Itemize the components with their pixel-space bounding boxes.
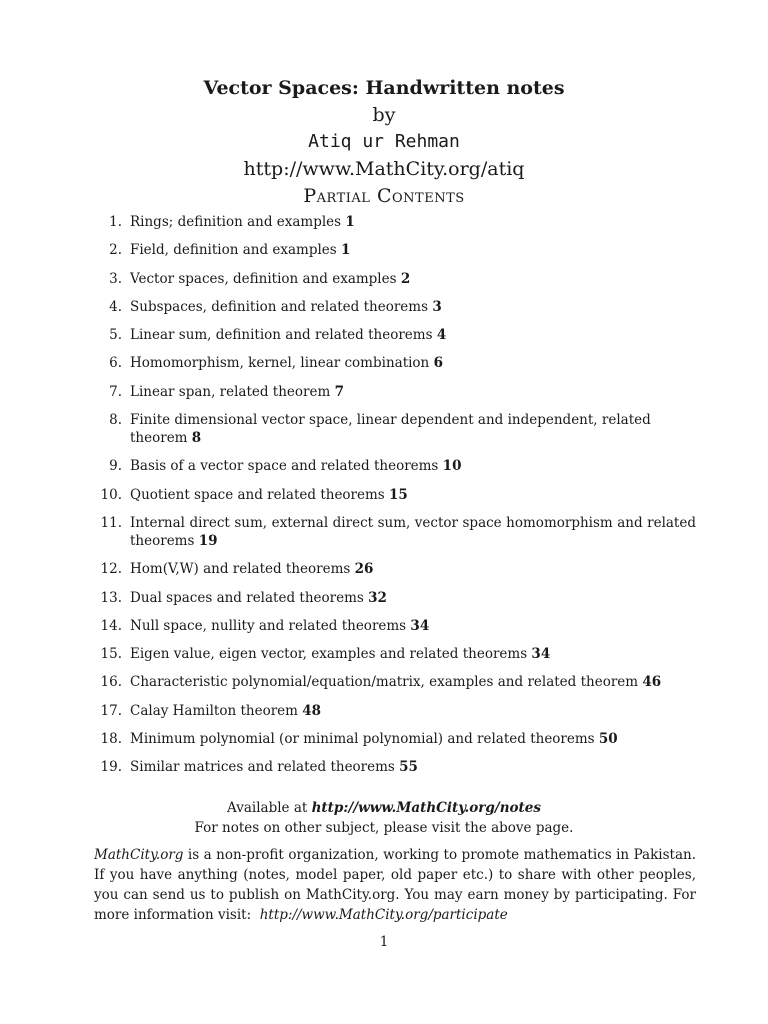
header bbox=[0, 74, 768, 210]
toc-item-number: 14. bbox=[100, 617, 122, 634]
toc-item-page: 8 bbox=[191, 430, 202, 447]
toc-item-page: 3 bbox=[432, 298, 442, 315]
participate-link[interactable]: http://www.MathCity.org/participate bbox=[259, 907, 508, 923]
toc-item-page: 2 bbox=[400, 270, 411, 287]
visit-line: For notes on other subject, please visit the above page. bbox=[194, 820, 574, 836]
toc-item-number: 12. bbox=[100, 561, 122, 578]
toc-item-text: Hom(V,W) and related theorems bbox=[130, 561, 351, 578]
toc-item-page: 6 bbox=[433, 355, 443, 372]
toc-item-page: 26 bbox=[354, 561, 374, 578]
toc-item bbox=[96, 589, 696, 607]
toc-item-page: 32 bbox=[368, 589, 387, 606]
toc-item-page: 4 bbox=[436, 327, 447, 344]
by-line: by bbox=[372, 104, 396, 126]
toc-item-page: 34 bbox=[410, 617, 430, 634]
toc-item-number: 6. bbox=[109, 355, 122, 372]
toc-item-text: Eigen value, eigen vector, examples and related theorems bbox=[130, 646, 528, 663]
toc-item-number: 7. bbox=[109, 383, 122, 400]
toc-item-text: Finite dimensional vector space, linear dependent and independent, related theorem bbox=[130, 412, 651, 447]
toc-item-page: 7 bbox=[334, 383, 344, 400]
toc-item bbox=[96, 673, 696, 691]
toc-item bbox=[96, 617, 696, 635]
toc-item-page: 19 bbox=[198, 532, 218, 549]
toc-item-number: 13. bbox=[100, 589, 122, 606]
toc-item-text: Quotient space and related theorems bbox=[130, 486, 385, 503]
toc-item-text: Characteristic polynomial/equation/matrix, examples and related theorem bbox=[130, 674, 639, 691]
toc-item-page: 15 bbox=[389, 486, 408, 503]
toc-item-number: 16. bbox=[100, 674, 122, 691]
toc-item-page: 50 bbox=[598, 731, 618, 748]
toc-item-text: Null space, nullity and related theorems bbox=[130, 617, 407, 634]
toc-item-number: 17. bbox=[100, 702, 122, 719]
table-of-contents bbox=[96, 213, 696, 787]
page-number: 1 bbox=[379, 934, 389, 950]
toc-item bbox=[96, 326, 696, 344]
toc-item-text: Calay Hamilton theorem bbox=[130, 702, 298, 719]
contents-heading: Partial Contents bbox=[303, 185, 465, 207]
footer bbox=[0, 798, 768, 838]
toc-item-page: 55 bbox=[399, 759, 418, 776]
toc-item-number: 15. bbox=[100, 646, 122, 663]
toc-item-text: Internal direct sum, external direct sum, vector space homomorphism and related theorems bbox=[130, 514, 696, 549]
toc-item bbox=[96, 758, 696, 776]
toc-item-page: 1 bbox=[345, 214, 355, 230]
toc-item bbox=[96, 702, 696, 720]
available-prefix: Available at bbox=[227, 800, 308, 816]
toc-item-text: Rings; definition and examples bbox=[130, 214, 342, 230]
toc-item bbox=[96, 730, 696, 748]
about-text: is a non-profit organization, working to promote mathematics in Pakistan. If you have anything (notes, model paper, old paper etc.) to share with other peoples, you can send us to publish on MathCity.org. You may earn money by participating. For more information visit: bbox=[94, 847, 696, 923]
toc-item-text: Homomorphism, kernel, linear combination bbox=[130, 355, 430, 372]
toc-item-text: Subspaces, definition and related theorems bbox=[130, 298, 429, 315]
toc-item-page: 10 bbox=[442, 458, 462, 475]
available-line bbox=[0, 798, 768, 818]
toc-item bbox=[96, 645, 696, 663]
toc-item-text: Dual spaces and related theorems bbox=[130, 589, 364, 606]
toc-item bbox=[96, 560, 696, 578]
toc-item-number: 18. bbox=[100, 731, 122, 748]
toc-item-number: 5. bbox=[109, 327, 122, 344]
toc-item-number: 1. bbox=[109, 214, 122, 230]
toc-item bbox=[96, 270, 696, 288]
toc-item bbox=[96, 213, 696, 231]
toc-item-page: 1 bbox=[341, 242, 351, 259]
toc-item-number: 3. bbox=[109, 270, 122, 287]
toc-item-number: 4. bbox=[109, 298, 122, 315]
toc-item-number: 2. bbox=[109, 242, 122, 259]
toc-item bbox=[96, 241, 696, 259]
author-url[interactable]: http://www.MathCity.org/atiq bbox=[243, 158, 525, 180]
toc-item-text: Minimum polynomial (or minimal polynomial) and related theorems bbox=[130, 731, 595, 748]
toc-item-page: 48 bbox=[302, 702, 322, 719]
toc-item-text: Similar matrices and related theorems bbox=[130, 759, 395, 776]
toc-item-number: 10. bbox=[100, 486, 122, 503]
toc-item bbox=[96, 486, 696, 504]
toc-item bbox=[96, 298, 696, 316]
toc-item bbox=[96, 411, 696, 447]
toc-item-page: 46 bbox=[642, 674, 662, 691]
toc-item-number: 19. bbox=[100, 759, 122, 776]
toc-item-number: 8. bbox=[109, 412, 122, 429]
author-name: Atiq ur Rehman bbox=[308, 131, 460, 152]
document-title: Vector Spaces: Handwritten notes bbox=[203, 77, 565, 99]
toc-item-text: Basis of a vector space and related theorems bbox=[130, 458, 439, 475]
org-name: MathCity.org bbox=[94, 847, 184, 863]
toc-item-text: Linear sum, definition and related theorems bbox=[130, 327, 433, 344]
toc-item-page: 34 bbox=[531, 646, 551, 663]
toc-item-text: Field, definition and examples bbox=[130, 242, 337, 259]
notes-link[interactable]: http://www.MathCity.org/notes bbox=[311, 800, 541, 816]
toc-item bbox=[96, 514, 696, 550]
toc-item bbox=[96, 354, 696, 372]
toc-item-number: 9. bbox=[109, 458, 122, 475]
toc-item-number: 11. bbox=[100, 514, 122, 531]
toc-item-text: Vector spaces, definition and examples bbox=[130, 270, 397, 287]
toc-item-text: Linear span, related theorem bbox=[130, 383, 331, 400]
toc-item bbox=[96, 383, 696, 401]
about-paragraph bbox=[94, 845, 696, 925]
toc-item bbox=[96, 457, 696, 475]
